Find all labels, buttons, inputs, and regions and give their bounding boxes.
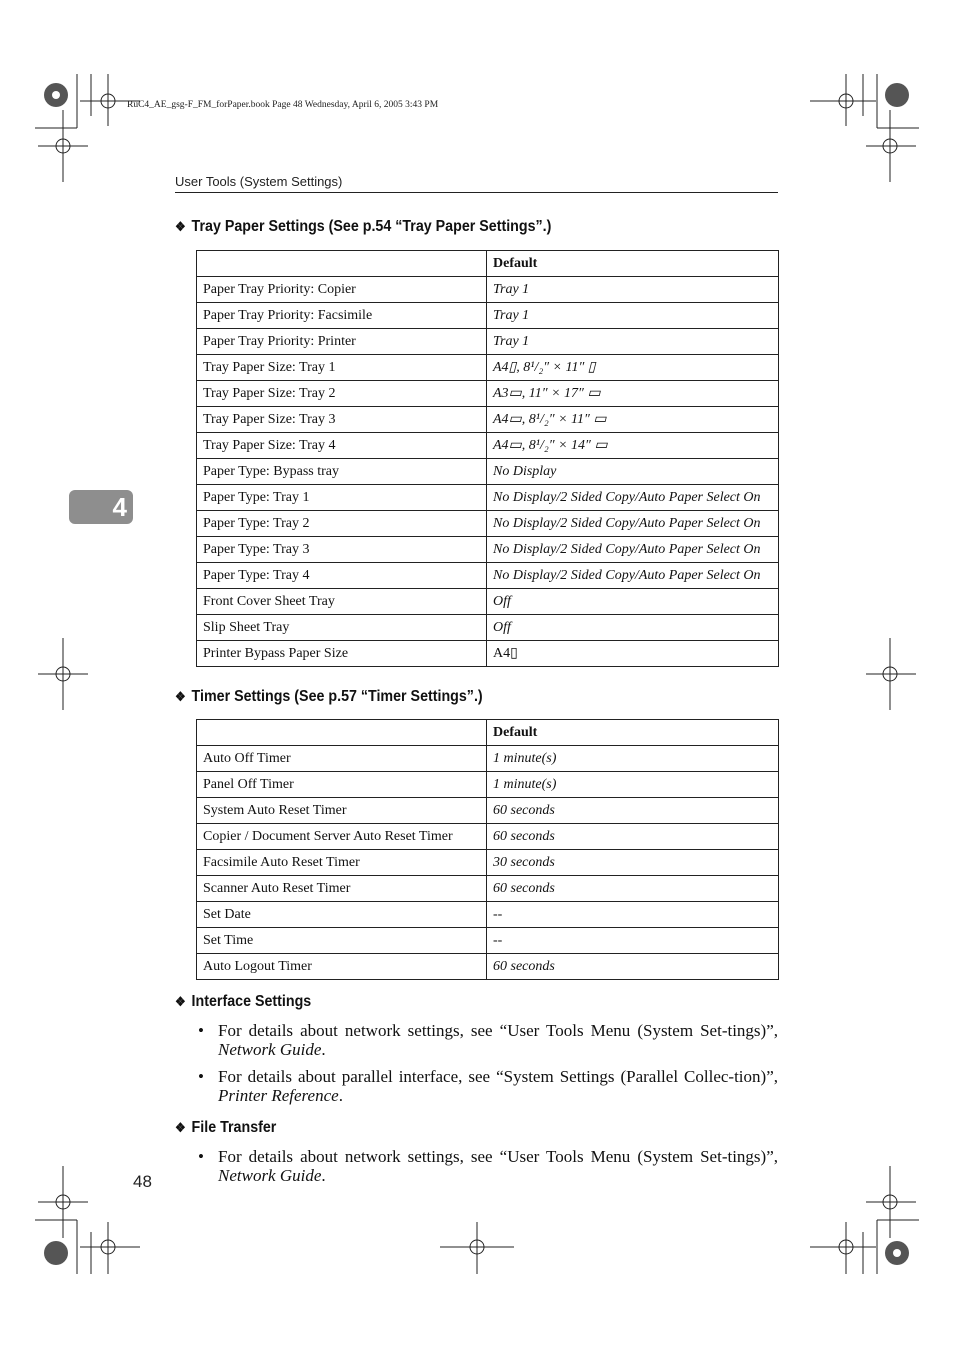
bullet-end: . <box>321 1040 326 1059</box>
table-row <box>197 329 779 355</box>
table-row <box>197 407 779 433</box>
table-row <box>197 746 779 772</box>
setting-label: Slip Sheet Tray <box>197 615 487 641</box>
bullet-end: . <box>338 1086 343 1105</box>
setting-default: No Display/2 Sided Copy/Auto Paper Select On <box>487 563 779 589</box>
setting-default: 60 seconds <box>487 954 779 980</box>
setting-default: 60 seconds <box>487 798 779 824</box>
chapter-tab: 4 <box>69 490 133 524</box>
setting-default: A4▭, 8¹/₂″ × 14″ ▭ <box>487 433 779 459</box>
setting-default: -- <box>487 902 779 928</box>
manual-reference: Network Guide <box>218 1166 322 1185</box>
bullet-end: . <box>321 1166 326 1185</box>
setting-default: 60 seconds <box>487 824 779 850</box>
setting-label: Tray Paper Size: Tray 1 <box>197 355 487 381</box>
table-row <box>197 902 779 928</box>
page-number: 48 <box>133 1172 152 1191</box>
running-head: User Tools (System Settings) <box>175 174 343 189</box>
setting-label: Set Date <box>197 902 487 928</box>
setting-default: A4▯ <box>487 641 779 667</box>
manual-reference: Network Guide <box>218 1040 322 1059</box>
table-row <box>197 824 779 850</box>
bullet-icon: • <box>198 1147 204 1166</box>
section-mark-icon: ❖ <box>175 994 186 1009</box>
setting-label: Front Cover Sheet Tray <box>197 589 487 615</box>
setting-default: -- <box>487 928 779 954</box>
setting-label: Tray Paper Size: Tray 2 <box>197 381 487 407</box>
setting-label: Paper Type: Tray 4 <box>197 563 487 589</box>
section-heading-timer <box>175 688 483 706</box>
setting-label: Paper Tray Priority: Copier <box>197 277 487 303</box>
table-row <box>197 641 779 667</box>
setting-default: 60 seconds <box>487 876 779 902</box>
table-row <box>197 589 779 615</box>
setting-default: A4▭, 8¹/₂″ × 11″ ▭ <box>487 407 779 433</box>
setting-default: 1 minute(s) <box>487 746 779 772</box>
manual-reference: Printer Reference <box>218 1086 339 1105</box>
setting-default: 1 minute(s) <box>487 772 779 798</box>
setting-label: Auto Off Timer <box>197 746 487 772</box>
section-mark-icon: ❖ <box>175 1120 186 1135</box>
setting-label: Panel Off Timer <box>197 772 487 798</box>
table-row <box>197 876 779 902</box>
setting-default: Tray 1 <box>487 303 779 329</box>
bullet-icon: • <box>198 1067 204 1086</box>
setting-default: Tray 1 <box>487 277 779 303</box>
list-item <box>196 1147 778 1185</box>
table-row <box>197 277 779 303</box>
header-blank <box>197 720 487 746</box>
header-rule <box>175 192 778 193</box>
setting-label: Copier / Document Server Auto Reset Timer <box>197 824 487 850</box>
setting-label: Paper Type: Bypass tray <box>197 459 487 485</box>
file-transfer-bullet-list <box>196 1147 778 1193</box>
setting-default: No Display/2 Sided Copy/Auto Paper Select On <box>487 485 779 511</box>
table-row <box>197 954 779 980</box>
table-row <box>197 381 779 407</box>
bullet-icon: • <box>198 1021 204 1040</box>
setting-label: Set Time <box>197 928 487 954</box>
section-heading-interface <box>175 993 311 1011</box>
setting-label: Paper Tray Priority: Printer <box>197 329 487 355</box>
table-header-row <box>197 251 779 277</box>
table-row <box>197 563 779 589</box>
setting-label: Auto Logout Timer <box>197 954 487 980</box>
setting-default: Off <box>487 589 779 615</box>
section-heading-tray <box>175 218 551 236</box>
bullet-text: For details about network settings, see “User Tools Menu (System Set-tings)”, <box>218 1021 778 1040</box>
header-default: Default <box>487 251 779 277</box>
table-row <box>197 850 779 876</box>
setting-label: Printer Bypass Paper Size <box>197 641 487 667</box>
setting-label: Paper Type: Tray 1 <box>197 485 487 511</box>
setting-label: Paper Type: Tray 2 <box>197 511 487 537</box>
list-item <box>196 1067 778 1105</box>
timer-settings-table <box>196 719 779 980</box>
section-heading-file-transfer <box>175 1119 276 1137</box>
section-title: File Transfer <box>191 1119 277 1136</box>
setting-label: Tray Paper Size: Tray 4 <box>197 433 487 459</box>
table-row <box>197 798 779 824</box>
table-row <box>197 459 779 485</box>
setting-label: System Auto Reset Timer <box>197 798 487 824</box>
interface-bullet-list <box>196 1021 778 1113</box>
setting-label: Facsimile Auto Reset Timer <box>197 850 487 876</box>
bullet-text: For details about network settings, see “User Tools Menu (System Set-tings)”, <box>218 1147 778 1166</box>
table-row <box>197 485 779 511</box>
table-row <box>197 433 779 459</box>
setting-default: Tray 1 <box>487 329 779 355</box>
setting-default: A3▭, 11″ × 17″ ▭ <box>487 381 779 407</box>
section-title: Timer Settings (See p.57 “Timer Settings”.) <box>191 688 483 705</box>
table-row <box>197 511 779 537</box>
section-title: Interface Settings <box>191 993 312 1010</box>
bullet-text: For details about parallel interface, see “System Settings (Parallel Collec-tion)”, <box>218 1067 778 1086</box>
table-header-row <box>197 720 779 746</box>
setting-default: Off <box>487 615 779 641</box>
print-info: RuC4_AE_gsg-F_FM_forPaper.book Page 48 Wednesday, April 6, 2005 3:43 PM <box>127 100 439 110</box>
list-item <box>196 1021 778 1059</box>
header-blank <box>197 251 487 277</box>
table-row <box>197 355 779 381</box>
header-default: Default <box>487 720 779 746</box>
setting-label: Paper Type: Tray 3 <box>197 537 487 563</box>
table-row <box>197 615 779 641</box>
tray-settings-table <box>196 250 779 667</box>
setting-default: 30 seconds <box>487 850 779 876</box>
setting-label: Paper Tray Priority: Facsimile <box>197 303 487 329</box>
setting-default: No Display <box>487 459 779 485</box>
setting-label: Scanner Auto Reset Timer <box>197 876 487 902</box>
section-mark-icon: ❖ <box>175 689 186 704</box>
setting-default: No Display/2 Sided Copy/Auto Paper Select On <box>487 511 779 537</box>
table-row <box>197 928 779 954</box>
setting-default: No Display/2 Sided Copy/Auto Paper Select On <box>487 537 779 563</box>
table-row <box>197 537 779 563</box>
section-mark-icon: ❖ <box>175 219 186 234</box>
table-row <box>197 303 779 329</box>
section-title: Tray Paper Settings (See p.54 “Tray Paper Settings”.) <box>191 218 552 235</box>
setting-label: Tray Paper Size: Tray 3 <box>197 407 487 433</box>
table-row <box>197 772 779 798</box>
setting-default: A4▯, 8¹/₂″ × 11″ ▯ <box>487 355 779 381</box>
